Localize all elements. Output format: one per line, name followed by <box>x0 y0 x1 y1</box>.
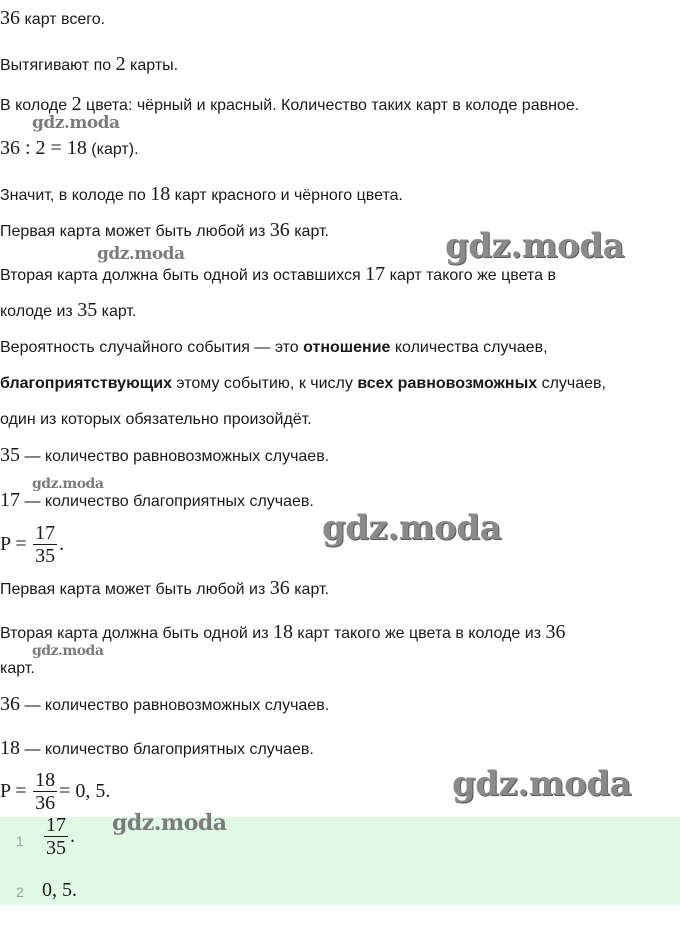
watermark-logo: gdz.moda <box>32 643 104 659</box>
text-line-second-card-cont: колоде из 35 карт. <box>0 299 137 321</box>
watermark-logo: gdz.moda <box>32 113 120 133</box>
text-line-second-card-2-cont: карт. <box>0 660 35 677</box>
watermark-logo: gdz.moda <box>97 244 185 264</box>
text-line-probability-def: Вероятность случайного события — это отношение количества случаев, <box>0 339 548 356</box>
text-line-second-card-2: Вторая карта должна быть одной из 18 карт такого же цвета в колоде из 36 <box>0 621 566 643</box>
watermark-logo: gdz.moda <box>112 810 227 836</box>
text-line-per-color: Значит, в колоде по 18 карт красного и чёрного цвета. <box>0 183 403 205</box>
fraction: $\frac{18}{36}$ <box>35 769 56 814</box>
watermark-logo: gdz.moda <box>445 226 625 266</box>
text-line-equiprobable-2: 36 — количество равновозможных случаев. <box>0 693 330 715</box>
answer-1: $\frac{17}{35}$ . <box>46 814 75 859</box>
answers-panel <box>0 814 680 905</box>
text-line-probability-def-2: благоприятствующих этому событию, к числу всех равновозможных случаев, <box>0 375 606 392</box>
formula-p2: P = $\frac{18}{36}$ = 0, 5. <box>0 769 111 814</box>
watermark-logo: gdz.moda <box>322 508 502 548</box>
text-line-total-cards: 36 карт всего. <box>0 7 106 29</box>
text-line-probability-def-3: один из которых обязательно произойдёт. <box>0 411 312 428</box>
text-line-draw: Вытягивают по 2 карты. <box>0 53 179 75</box>
text-line-first-card-2: Первая карта может быть любой из 36 карт. <box>0 577 329 599</box>
text-line-favorable-1: 17 — количество благоприятных случаев. <box>0 489 314 511</box>
fraction: $\frac{17}{35}$ <box>35 522 56 567</box>
answer-index: 1 <box>16 833 24 849</box>
formula-p1: P = $\frac{17}{35}$ . <box>0 522 65 567</box>
answer-2: 0, 5. <box>42 879 77 901</box>
text-line-favorable-2: 18 — количество благоприятных случаев. <box>0 737 314 759</box>
watermark-logo: gdz.moda <box>32 476 104 492</box>
fraction: $\frac{17}{35}$ <box>46 814 66 859</box>
text-line-second-card: Вторая карта должна быть одной из оставшихся 17 карт такого же цвета в <box>0 263 556 285</box>
text-line-colors: В колоде 2 цвета: чёрный и красный. Количество таких карт в колоде равное. <box>0 93 580 115</box>
number: 36 <box>0 7 20 29</box>
text-line-equiprobable-1: 35 — количество равновозможных случаев. <box>0 444 330 466</box>
watermark-logo: gdz.moda <box>452 764 632 804</box>
text-line-division: 36 : 2 = 18 (карт). <box>0 137 139 159</box>
text-line-first-card: Первая карта может быть любой из 36 карт. <box>0 219 329 241</box>
answer-index: 2 <box>16 884 24 900</box>
